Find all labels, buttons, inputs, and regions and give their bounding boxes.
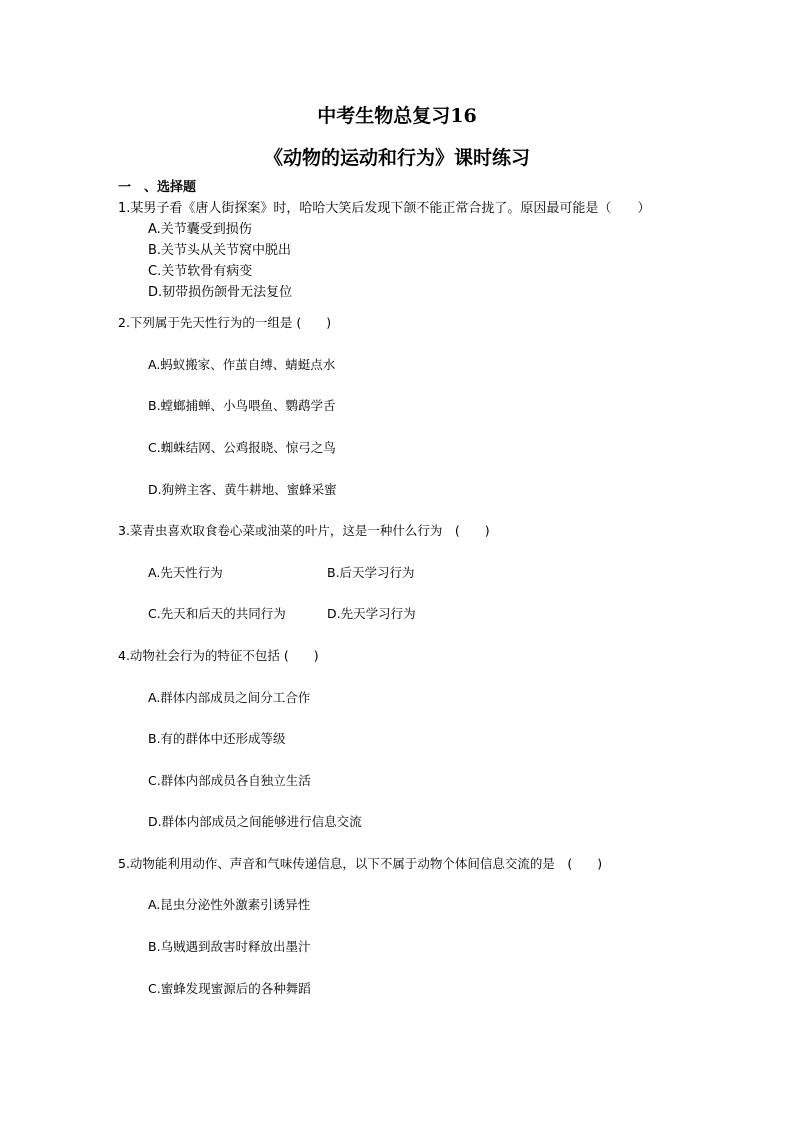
question-3-option-d: D.先天学习行为	[327, 606, 416, 621]
question-4-option-b: B.有的群体中还形成等级	[148, 731, 286, 746]
question-4-option-d: D.群体内部成员之间能够进行信息交流	[148, 814, 362, 829]
section-heading: 一 、选择题	[118, 180, 197, 195]
question-5-option-c: C.蜜蜂发现蜜源后的各种舞蹈	[148, 981, 311, 996]
question-4-option-c: C.群体内部成员各自独立生活	[148, 773, 311, 788]
question-2-option-b: B.螳螂捕蝉、小鸟喂鱼、鹦鹉学舌	[148, 398, 336, 413]
question-4-option-a: A.群体内部成员之间分工合作	[148, 690, 311, 705]
question-1-option-d: D.韧带损伤颌骨无法复位	[148, 285, 293, 300]
question-1-option-a: A.关节囊受到损伤	[148, 222, 252, 237]
question-5-option-a: A.昆虫分泌性外激素引诱异性	[148, 897, 311, 912]
page-subtitle: 《动物的运动和行为》课时练习	[263, 147, 530, 169]
question-5-option-b: B.乌贼遇到敌害时释放出墨汁	[148, 939, 311, 954]
question-2-option-d: D.狗辨主客、黄牛耕地、蜜蜂采蜜	[148, 482, 337, 497]
question-3-option-c: C.先天和后天的共同行为	[148, 606, 286, 621]
question-1-option-c: C.关节软骨有病变	[148, 264, 253, 279]
question-2-option-c: C.蜘蛛结网、公鸡报晓、惊弓之鸟	[148, 440, 336, 455]
page-title: 中考生物总复习16	[317, 105, 477, 127]
question-1-stem: 1.某男子看《唐人街探案》时，哈哈大笑后发现下颌不能正常合拢了。原因最可能是（ ）	[118, 201, 651, 216]
question-1-option-b: B.关节头从关节窝中脱出	[148, 243, 292, 258]
question-4-stem: 4.动物社会行为的特征不包括 ( )	[118, 648, 319, 663]
question-2-option-a: A.蚂蚁搬家、作茧自缚、蜻蜓点水	[148, 357, 336, 372]
question-3-option-b: B.后天学习行为	[327, 565, 415, 580]
question-3-stem: 3.菜青虫喜欢取食卷心菜或油菜的叶片，这是一种什么行为 ( )	[118, 523, 490, 538]
question-3-option-a: A.先天性行为	[148, 565, 223, 580]
question-5-stem: 5.动物能利用动作、声音和气味传递信息，以下不属于动物个体间信息交流的是 ( )	[118, 856, 603, 871]
question-2-stem: 2.下列属于先天性行为的一组是 ( )	[118, 315, 332, 330]
